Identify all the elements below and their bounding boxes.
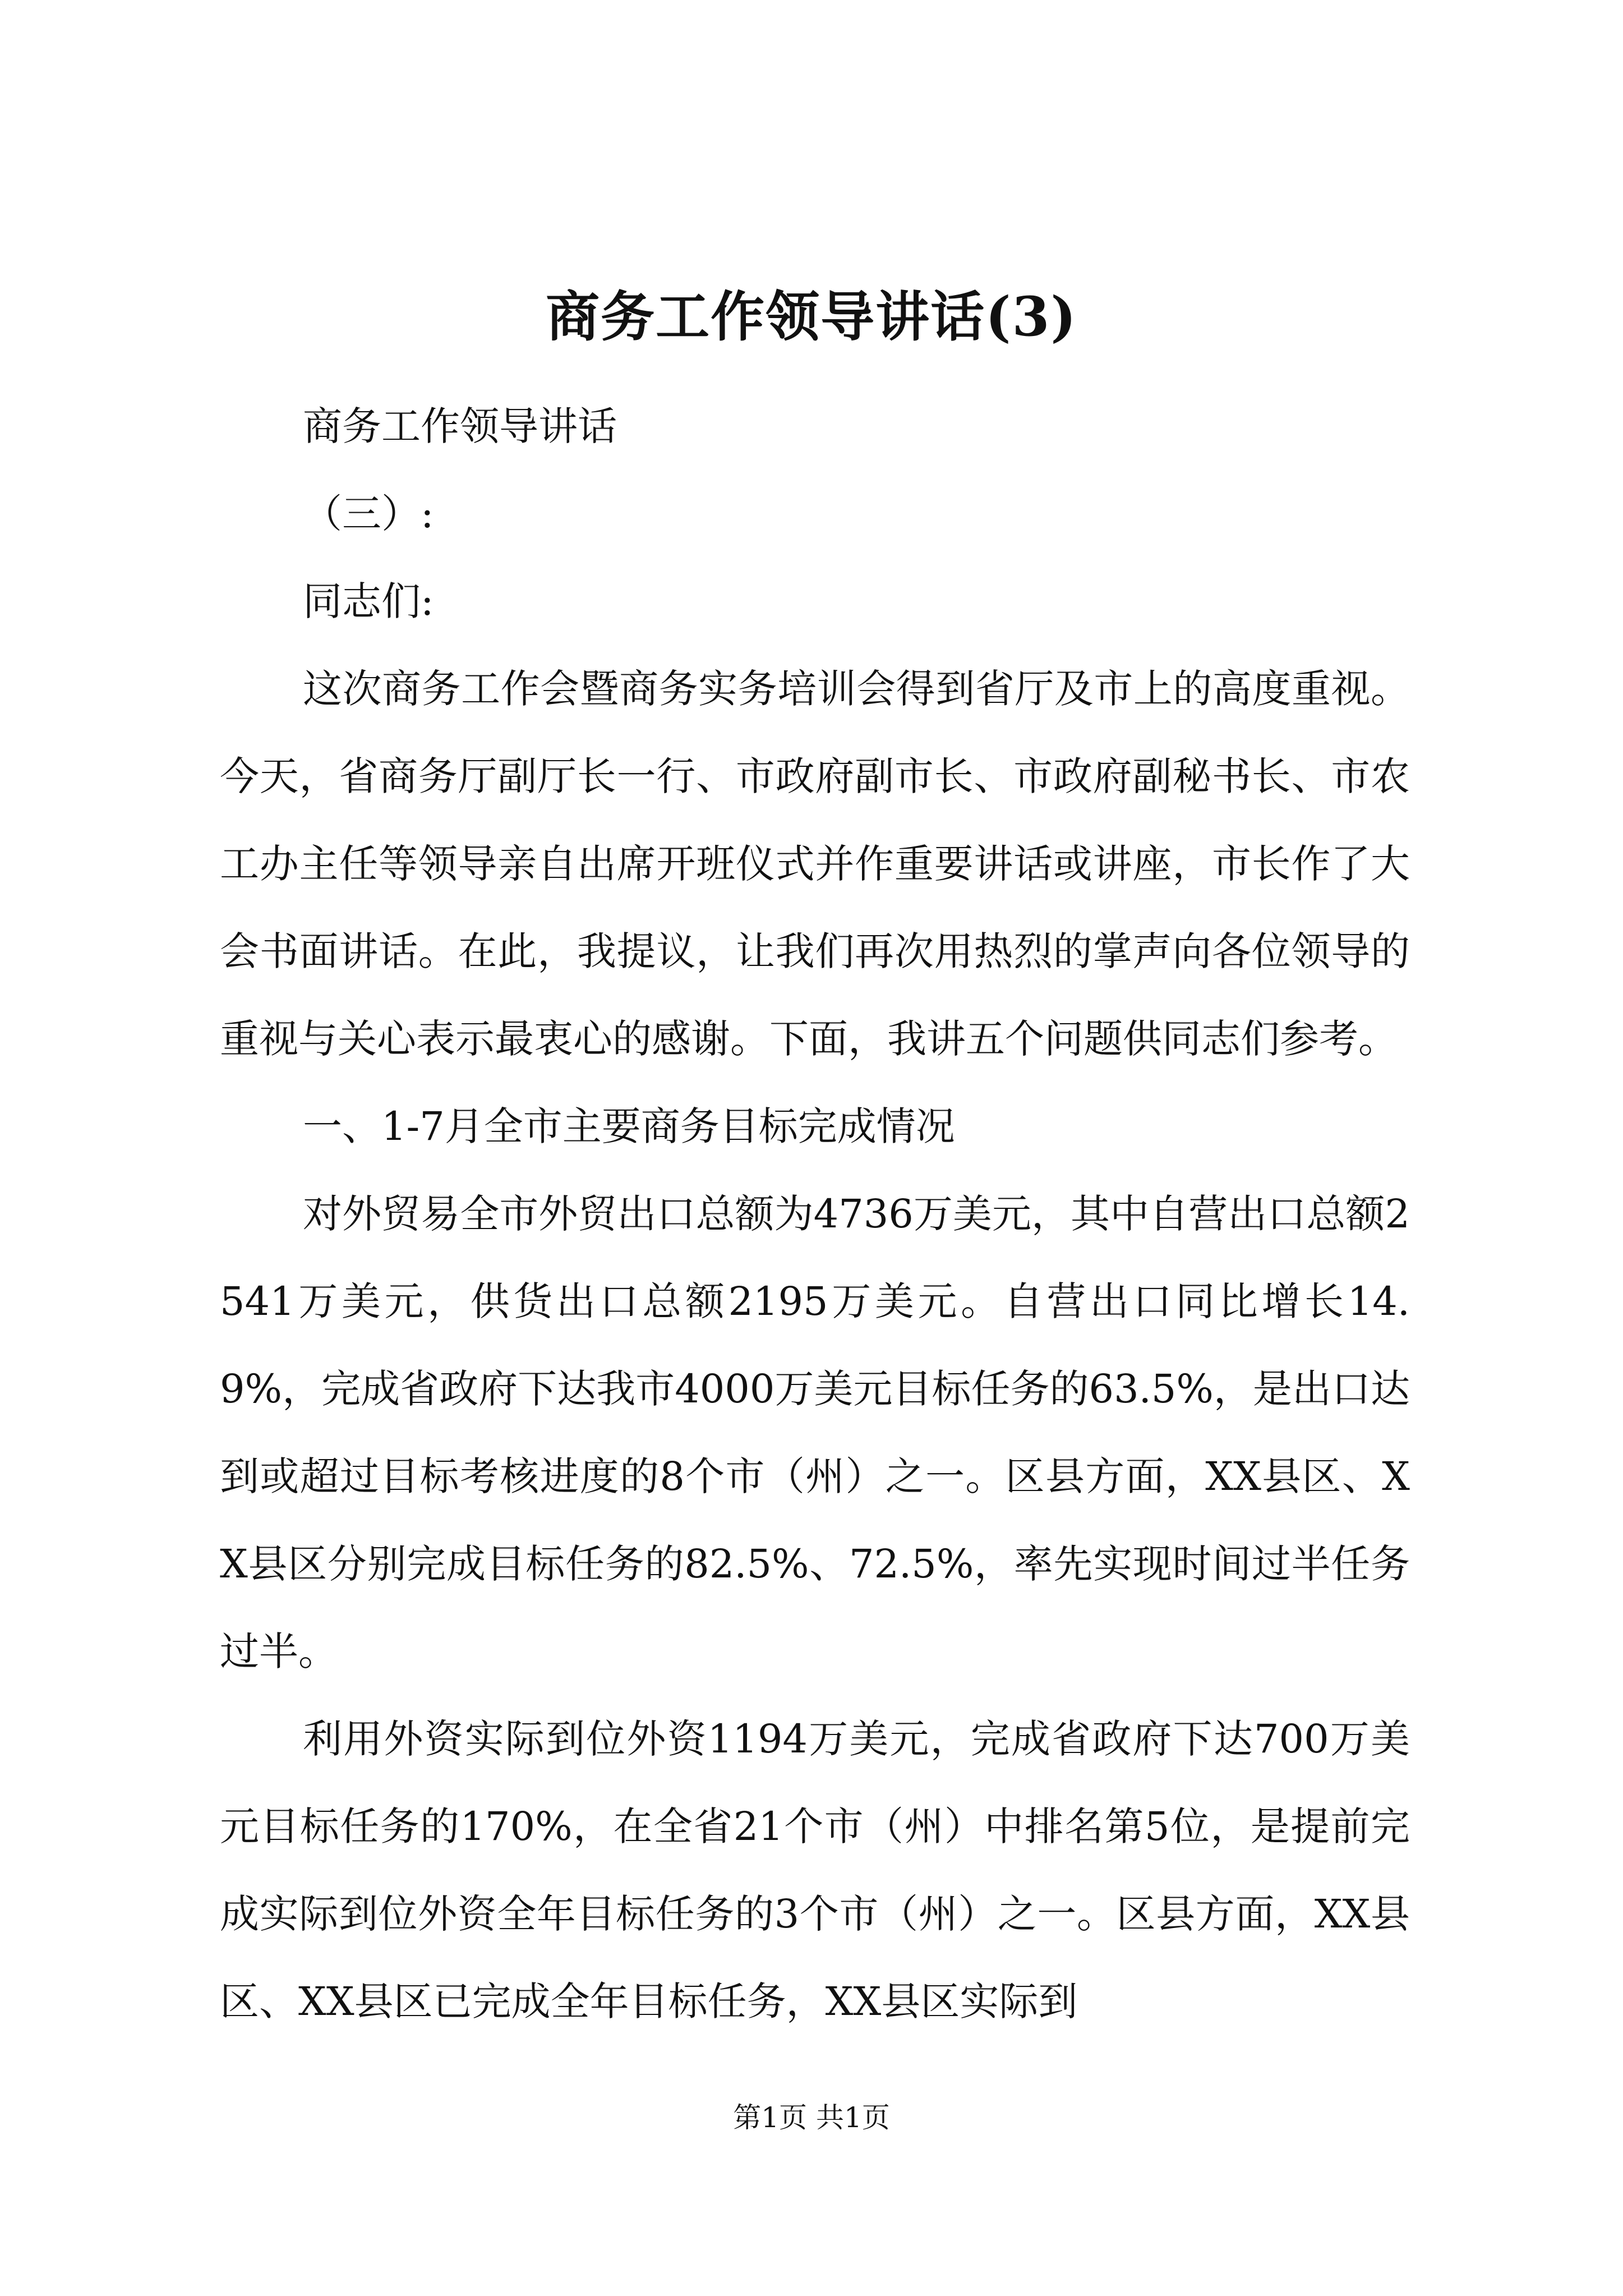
paragraph-foreign-trade: 对外贸易全市外贸出口总额为4736万美元，其中自营出口总额2541万美元，供货出口总额2195万美元。自营出口同比增长14.9%，完成省政府下达我市4000万美元目标任务的63.5%，是出口达到或超过目标考核进度的8个市（州）之一。区县方面，XX县区、XX县区分别完成目标任务的82.5%、72.5%，率先实现时间过半任务过半。 xyxy=(220,1191,1410,1674)
paragraph-salutation: 同志们: xyxy=(303,578,434,624)
document-body xyxy=(220,383,1410,2045)
page-footer: 第1页 共1页 xyxy=(733,2101,890,2134)
document-title: 商务工作领导讲话(3) xyxy=(546,285,1077,348)
paragraph-foreign-investment: 利用外资实际到位外资1194万美元，完成省政府下达700万美元目标任务的170%，在全省21个市（州）中排名第5位，是提前完成实际到位外资全年目标任务的3个市（州）之一。区县方面，XX县区、XX县区已完成全年目标任务，XX县区实际到 xyxy=(220,1716,1410,2024)
paragraph-section-heading: 一、1-7月全市主要商务目标完成情况 xyxy=(303,1103,955,1149)
paragraph-heading: 商务工作领导讲话 xyxy=(303,403,617,449)
paragraph-intro: 这次商务工作会暨商务实务培训会得到省厅及市上的高度重视。今天，省商务厅副厅长一行、市政府副市长、市政府副秘书长、市农工办主任等领导亲自出席开班仪式并作重要讲话或讲座，市长作了大会书面讲话。在此，我提议，让我们再次用热烈的掌声向各位领导的重视与关心表示最衷心的感谢。下面，我讲五个问题供同志们参考。 xyxy=(220,666,1410,1062)
paragraph-part-label: （三）: xyxy=(303,491,434,537)
